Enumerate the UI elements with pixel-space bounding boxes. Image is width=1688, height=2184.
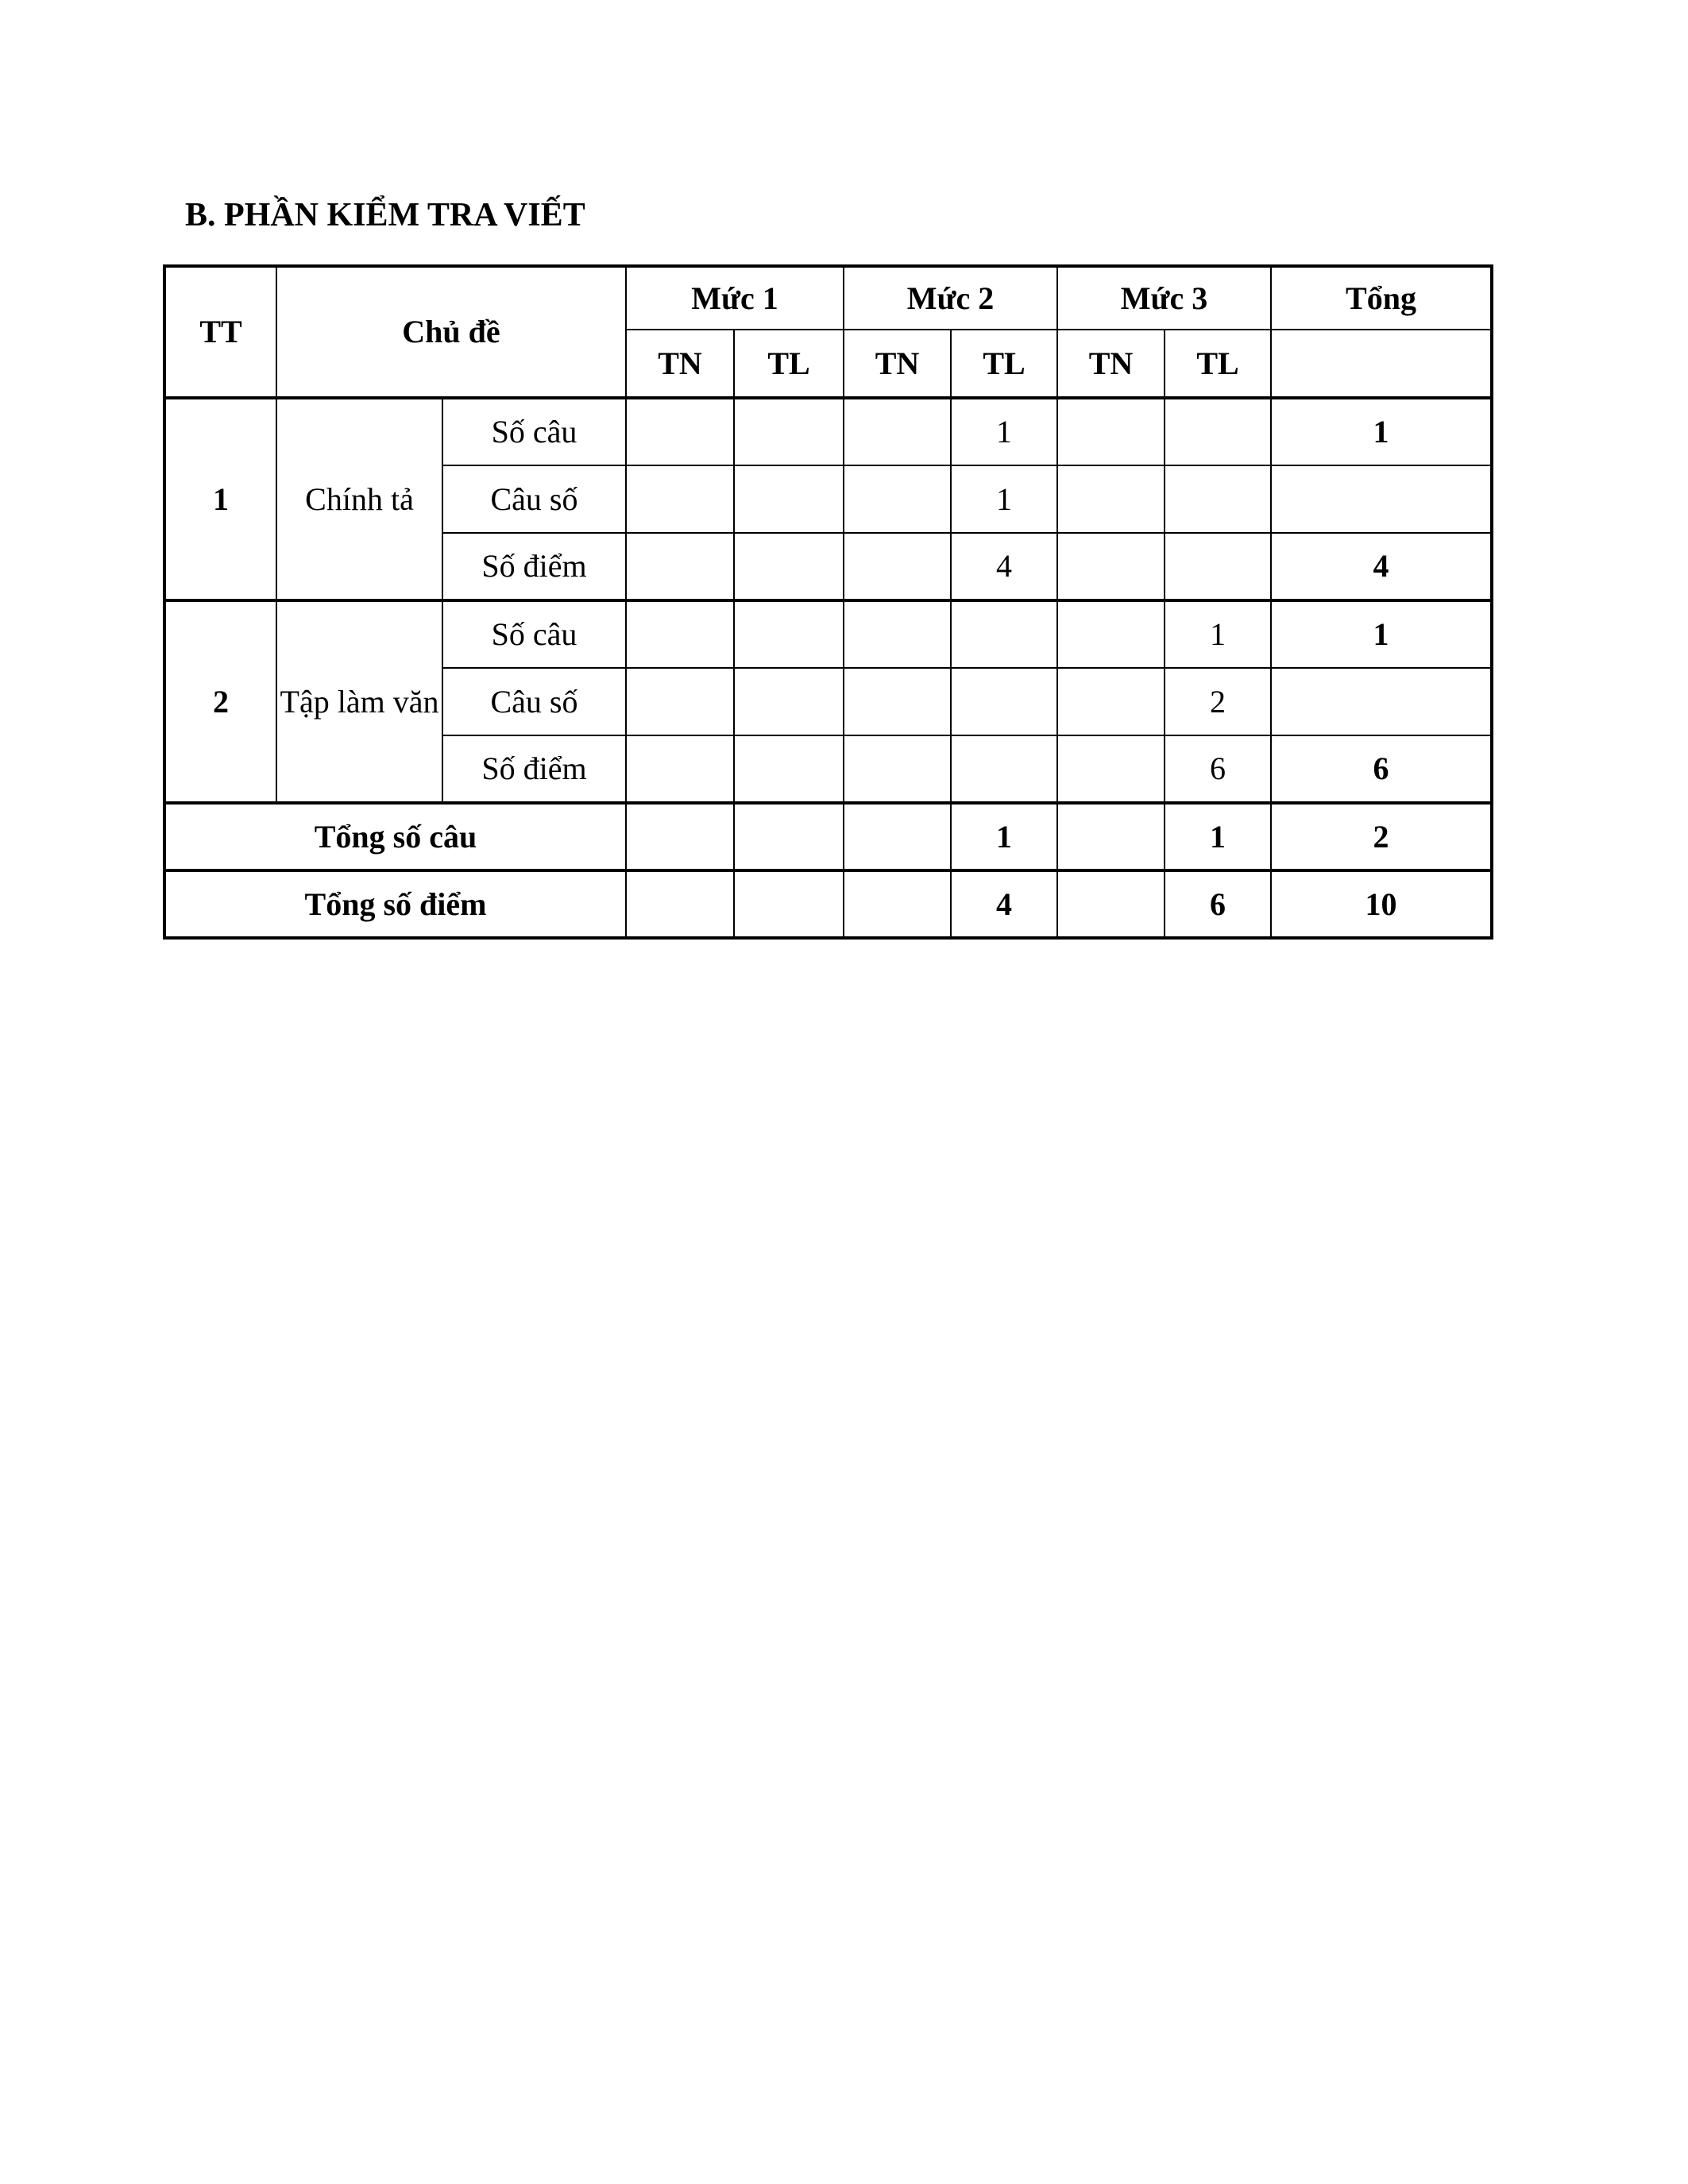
total-cell [1271, 668, 1492, 735]
total-cell: 4 [1271, 533, 1492, 600]
value-cell [626, 870, 734, 938]
group2-label: Tập làm văn [276, 600, 442, 803]
value-cell: 1 [1165, 803, 1271, 870]
value-cell [734, 398, 844, 465]
value-cell [1165, 398, 1271, 465]
total-cell: 1 [1271, 398, 1492, 465]
exam-matrix-table [163, 264, 1493, 940]
metric-label: Câu số [442, 668, 626, 735]
header-l2-tn: TN [844, 330, 951, 398]
header-tt: TT [164, 266, 276, 398]
total-cell: 10 [1271, 870, 1492, 938]
value-cell [951, 600, 1057, 668]
value-cell [626, 600, 734, 668]
value-cell [1165, 533, 1271, 600]
value-cell [1165, 465, 1271, 533]
header-l1-tl: TL [734, 330, 844, 398]
metric-label: Số câu [442, 398, 626, 465]
total-questions-row [164, 803, 1492, 870]
value-cell [1057, 870, 1165, 938]
header-total: Tổng [1271, 266, 1492, 330]
value-cell [626, 465, 734, 533]
header-l3-tn: TN [1057, 330, 1165, 398]
header-topic: Chủ đề [276, 266, 626, 398]
value-cell: 1 [1165, 600, 1271, 668]
value-cell: 6 [1165, 735, 1271, 803]
total-points-row [164, 870, 1492, 938]
metric-label: Số câu [442, 600, 626, 668]
value-cell [951, 735, 1057, 803]
header-l1-tn: TN [626, 330, 734, 398]
value-cell [844, 803, 951, 870]
group1-label: Chính tả [276, 398, 442, 600]
value-cell [626, 803, 734, 870]
value-cell [626, 398, 734, 465]
section-title: B. PHẦN KIỂM TRA VIẾT [185, 197, 585, 233]
value-cell [1057, 600, 1165, 668]
header-level-3: Mức 3 [1057, 266, 1271, 330]
metric-label: Câu số [442, 465, 626, 533]
total-questions-label: Tổng số câu [164, 803, 626, 870]
value-cell [1057, 398, 1165, 465]
header-row-1 [164, 266, 1492, 330]
value-cell [1057, 735, 1165, 803]
total-cell: 2 [1271, 803, 1492, 870]
value-cell [626, 735, 734, 803]
header-level-1: Mức 1 [626, 266, 844, 330]
value-cell [734, 465, 844, 533]
value-cell [951, 668, 1057, 735]
header-total-sub [1271, 330, 1492, 398]
value-cell [734, 668, 844, 735]
total-points-label: Tổng số điểm [164, 870, 626, 938]
value-cell [844, 870, 951, 938]
header-l2-tl: TL [951, 330, 1057, 398]
value-cell [1057, 803, 1165, 870]
value-cell [626, 533, 734, 600]
header-l3-tl: TL [1165, 330, 1271, 398]
value-cell: 1 [951, 803, 1057, 870]
value-cell: 2 [1165, 668, 1271, 735]
group2-so-cau-row [164, 600, 1492, 668]
value-cell: 1 [951, 465, 1057, 533]
value-cell [734, 533, 844, 600]
total-cell: 6 [1271, 735, 1492, 803]
value-cell [626, 668, 734, 735]
value-cell: 4 [951, 533, 1057, 600]
value-cell [734, 735, 844, 803]
header-level-2: Mức 2 [844, 266, 1057, 330]
value-cell: 1 [951, 398, 1057, 465]
group1-so-cau-row [164, 398, 1492, 465]
total-cell [1271, 465, 1492, 533]
group1-tt: 1 [164, 398, 276, 600]
value-cell [844, 668, 951, 735]
value-cell [844, 465, 951, 533]
value-cell [844, 600, 951, 668]
value-cell [734, 803, 844, 870]
metric-label: Số điểm [442, 735, 626, 803]
metric-label: Số điểm [442, 533, 626, 600]
value-cell: 6 [1165, 870, 1271, 938]
value-cell [1057, 465, 1165, 533]
value-cell [844, 398, 951, 465]
total-cell: 1 [1271, 600, 1492, 668]
value-cell [844, 735, 951, 803]
value-cell [734, 600, 844, 668]
value-cell: 4 [951, 870, 1057, 938]
value-cell [1057, 668, 1165, 735]
value-cell [734, 870, 844, 938]
value-cell [844, 533, 951, 600]
group2-tt: 2 [164, 600, 276, 803]
value-cell [1057, 533, 1165, 600]
